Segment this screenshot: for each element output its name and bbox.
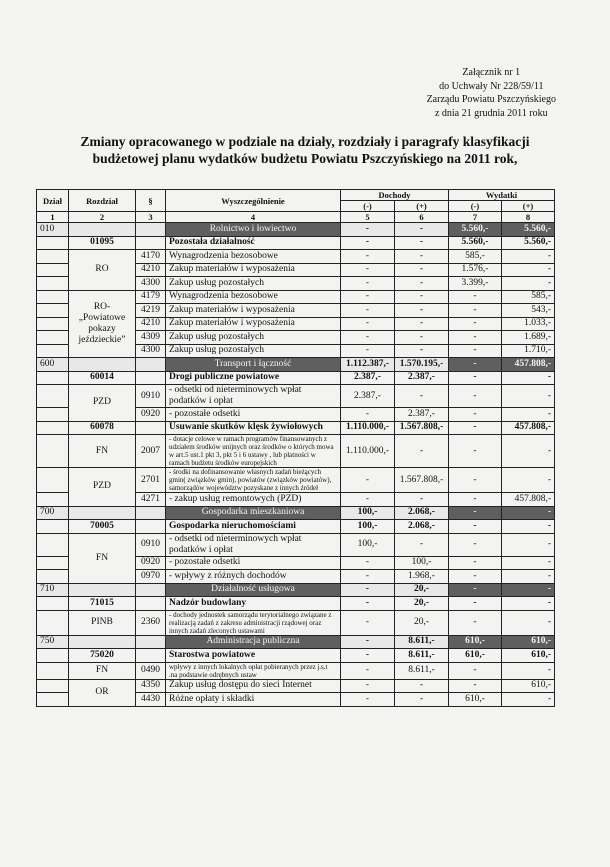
description-cell: Zakup usług pozostałych	[166, 277, 341, 291]
dochody-plus-cell: -	[395, 304, 449, 318]
wydatki-plus-cell: 5.560,-	[502, 236, 555, 250]
wydatki-plus-cell: -	[502, 277, 555, 291]
description-cell: Wynagrodzenia bezosobowe	[166, 290, 341, 304]
dochody-plus-cell: 100,-	[395, 556, 449, 570]
paragraph-cell: 4210	[136, 263, 166, 277]
wydatki-plus-cell: -	[502, 263, 555, 277]
col-dochody-plus: (+)	[395, 201, 449, 212]
wydatki-plus-cell: 457.808,-	[502, 421, 555, 435]
col-wydatki-minus: (-)	[449, 201, 502, 212]
col-number: 7	[449, 212, 502, 223]
wydatki-plus-cell: -	[502, 597, 555, 611]
budget-table	[36, 189, 555, 707]
dochody-plus-cell: -	[395, 277, 449, 291]
dochody-plus-cell: -	[395, 385, 449, 408]
rozdzial-cell: PINB	[69, 610, 136, 635]
wydatki-plus-cell: -	[502, 520, 555, 534]
dochody-minus-cell: -	[341, 583, 395, 597]
dochody-minus-cell: -	[341, 493, 395, 507]
col-wydatki: Wydatki	[449, 190, 555, 201]
dochody-minus-cell: -	[341, 344, 395, 358]
wydatki-plus-cell: -	[502, 610, 555, 635]
rozdzial-cell: RO	[69, 250, 136, 291]
wydatki-plus-cell: 543,-	[502, 304, 555, 318]
wydatki-minus-cell: -	[449, 556, 502, 570]
rozdzial-row	[37, 421, 555, 435]
table-row	[37, 250, 555, 264]
description-cell: Działalność usługowa	[166, 583, 341, 597]
wydatki-plus-cell: -	[502, 468, 555, 493]
dzial-cell	[37, 597, 69, 611]
paragraph-cell: 2007	[136, 435, 166, 468]
description-cell: Zakup materiałów i wyposażenia	[166, 263, 341, 277]
col-rozdzial: Rozdział	[69, 190, 136, 212]
col-wydatki-plus: (+)	[502, 201, 555, 212]
description-cell: - środki na dofinansowanie własnych zadań bieżących gmin( związków gmin), powiatów (związków powiatów), samorządów województw pozyskane z innych źródeł	[166, 468, 341, 493]
dochody-minus-cell: -	[341, 331, 395, 345]
wydatki-minus-cell: -	[449, 583, 502, 597]
wydatki-minus-cell: -	[449, 533, 502, 556]
paragraph-cell	[136, 583, 166, 597]
rozdzial-row	[37, 371, 555, 385]
dzial-cell	[37, 610, 69, 635]
rozdzial-cell	[69, 635, 136, 649]
description-cell: Zakup materiałów i wyposażenia	[166, 317, 341, 331]
wydatki-plus-cell: -	[502, 533, 555, 556]
table-row	[37, 435, 555, 468]
dzial-cell	[37, 493, 69, 507]
wydatki-plus-cell: 457.808,-	[502, 493, 555, 507]
rozdzial-cell: 01095	[69, 236, 136, 250]
dochody-minus-cell: 100,-	[341, 506, 395, 520]
dochody-minus-cell: -	[341, 263, 395, 277]
wydatki-plus-cell: -	[502, 385, 555, 408]
dzial-cell: 700	[37, 506, 69, 520]
dochody-minus-cell: -	[341, 679, 395, 693]
dochody-plus-cell: -	[395, 435, 449, 468]
description-cell: Transport i łączność	[166, 358, 341, 372]
wydatki-plus-cell: 585,-	[502, 290, 555, 304]
dzial-cell	[37, 435, 69, 468]
dochody-plus-cell: 2.387,-	[395, 371, 449, 385]
description-cell: Gospodarka mieszkaniowa	[166, 506, 341, 520]
rozdzial-row	[37, 520, 555, 534]
wydatki-minus-cell: -	[449, 331, 502, 345]
dochody-plus-cell: -	[395, 223, 449, 237]
paragraph-cell	[136, 223, 166, 237]
wydatki-plus-cell: 5.560,-	[502, 223, 555, 237]
col-dzial: Dział	[37, 190, 69, 212]
description-cell: Pozostała działalność	[166, 236, 341, 250]
dochody-plus-cell: 8.611,-	[395, 635, 449, 649]
wydatki-minus-cell: -	[449, 371, 502, 385]
dzial-cell: 010	[37, 223, 69, 237]
dochody-minus-cell: -	[341, 223, 395, 237]
dochody-plus-cell: -	[395, 344, 449, 358]
wydatki-minus-cell: -	[449, 344, 502, 358]
resolution-date: z dnia 21 grudnia 2011 roku	[434, 107, 548, 119]
board-name: Zarządu Powiatu Pszczyńskiego	[426, 94, 556, 105]
dochody-minus-cell: -	[341, 317, 395, 331]
paragraph-cell	[136, 520, 166, 534]
rozdzial-cell: PZD	[69, 385, 136, 422]
rozdzial-cell: RO- „Powiatowe pokazy jeździeckie”	[69, 290, 136, 358]
wydatki-minus-cell: -	[449, 662, 502, 679]
dochody-minus-cell: -	[341, 649, 395, 663]
wydatki-minus-cell: 610,-	[449, 649, 502, 663]
dzial-row	[37, 583, 555, 597]
rozdzial-cell: FN	[69, 533, 136, 583]
dzial-row	[37, 635, 555, 649]
description-cell: Usuwanie skutków klęsk żywiołowych	[166, 421, 341, 435]
dochody-plus-cell: 20,-	[395, 597, 449, 611]
description-cell: - pozostałe odsetki	[166, 556, 341, 570]
dzial-cell	[37, 693, 69, 707]
dochody-minus-cell: -	[341, 662, 395, 679]
dzial-cell	[37, 263, 69, 277]
paragraph-cell	[136, 597, 166, 611]
col-number: 6	[395, 212, 449, 223]
col-number: 8	[502, 212, 555, 223]
rozdzial-row	[37, 597, 555, 611]
dochody-minus-cell: -	[341, 693, 395, 707]
dochody-minus-cell: 1.110.000,-	[341, 435, 395, 468]
rozdzial-cell	[69, 358, 136, 372]
rozdzial-cell: 71015	[69, 597, 136, 611]
description-cell: - wpływy z różnych dochodów	[166, 570, 341, 584]
table-row	[37, 533, 555, 556]
dzial-cell	[37, 290, 69, 304]
dochody-plus-cell: -	[395, 693, 449, 707]
wydatki-minus-cell: -	[449, 520, 502, 534]
dzial-row	[37, 506, 555, 520]
wydatki-plus-cell: -	[502, 408, 555, 422]
wydatki-minus-cell: -	[449, 304, 502, 318]
wydatki-plus-cell: -	[502, 583, 555, 597]
title-line-2: budżetowej planu wydatków budżetu Powiatu Pszczyńskiego na 2011 rok,	[92, 151, 518, 166]
wydatki-plus-cell: 610,-	[502, 635, 555, 649]
description-cell: - odsetki od nieterminowych wpłat podatków i opłat	[166, 385, 341, 408]
dochody-minus-cell: -	[341, 597, 395, 611]
dzial-cell: 750	[37, 635, 69, 649]
dochody-plus-cell: -	[395, 236, 449, 250]
column-numbers-row	[37, 212, 555, 223]
paragraph-cell: 4430	[136, 693, 166, 707]
dzial-cell	[37, 520, 69, 534]
rozdzial-cell: 60078	[69, 421, 136, 435]
dzial-cell	[37, 371, 69, 385]
table-row	[37, 662, 555, 679]
description-cell: Wynagrodzenia bezosobowe	[166, 250, 341, 264]
paragraph-cell: 4210	[136, 317, 166, 331]
dzial-cell	[37, 570, 69, 584]
wydatki-plus-cell: -	[502, 556, 555, 570]
dzial-cell	[37, 679, 69, 693]
dochody-minus-cell: -	[341, 570, 395, 584]
col-wyszczegolnienie: Wyszczególnienie	[166, 190, 341, 212]
wydatki-plus-cell: -	[502, 506, 555, 520]
rozdzial-row	[37, 649, 555, 663]
col-dochody-minus: (-)	[341, 201, 395, 212]
description-cell: Nadzór budowlany	[166, 597, 341, 611]
wydatki-plus-cell: 1.689,-	[502, 331, 555, 345]
dochody-plus-cell: 2.068,-	[395, 506, 449, 520]
dzial-cell	[37, 556, 69, 570]
dochody-plus-cell: 1.567.808,-	[395, 468, 449, 493]
dzial-cell	[37, 421, 69, 435]
description-cell: Zakup usług pozostałych	[166, 344, 341, 358]
col-dochody: Dochody	[341, 190, 449, 201]
wydatki-plus-cell: -	[502, 371, 555, 385]
description-cell: Administracja publiczna	[166, 635, 341, 649]
col-number: 2	[69, 212, 136, 223]
dzial-cell	[37, 277, 69, 291]
paragraph-cell	[136, 421, 166, 435]
wydatki-minus-cell: -	[449, 408, 502, 422]
col-paragraph: §	[136, 190, 166, 212]
rozdzial-cell: PZD	[69, 468, 136, 507]
dochody-minus-cell: 1.110.000,-	[341, 421, 395, 435]
dzial-cell	[37, 304, 69, 318]
header-row-1	[37, 190, 555, 201]
paragraph-cell: 4350	[136, 679, 166, 693]
paragraph-cell: 4300	[136, 344, 166, 358]
description-cell: - odsetki od nieterminowych wpłat podatków i opłat	[166, 533, 341, 556]
dochody-minus-cell: -	[341, 468, 395, 493]
wydatki-minus-cell: -	[449, 506, 502, 520]
description-cell: Zakup usług dostępu do sieci Internet	[166, 679, 341, 693]
paragraph-cell: 0920	[136, 556, 166, 570]
dochody-plus-cell: 8.611,-	[395, 649, 449, 663]
wydatki-minus-cell: -	[449, 570, 502, 584]
description-cell: - zakup usług remontowych (PZD)	[166, 493, 341, 507]
dochody-minus-cell: -	[341, 236, 395, 250]
rozdzial-cell: FN	[69, 435, 136, 468]
rozdzial-row	[37, 236, 555, 250]
col-number: 1	[37, 212, 69, 223]
description-cell: Zakup usług pozostałych	[166, 331, 341, 345]
paragraph-cell: 4219	[136, 304, 166, 318]
wydatki-plus-cell: -	[502, 250, 555, 264]
table-row	[37, 610, 555, 635]
dochody-minus-cell: 2.387,-	[341, 371, 395, 385]
paragraph-cell	[136, 635, 166, 649]
wydatki-minus-cell: -	[449, 468, 502, 493]
description-cell: Rolnictwo i łowiectwo	[166, 223, 341, 237]
rozdzial-cell	[69, 583, 136, 597]
paragraph-cell	[136, 371, 166, 385]
wydatki-plus-cell: 1.710,-	[502, 344, 555, 358]
wydatki-plus-cell: 1.033,-	[502, 317, 555, 331]
dochody-minus-cell: -	[341, 250, 395, 264]
dzial-cell	[37, 331, 69, 345]
description-cell: wpływy z innych lokalnych opłat pobieranych przez j.s.t .na podstawie odrębnych ustaw	[166, 662, 341, 679]
wydatki-minus-cell: -	[449, 317, 502, 331]
paragraph-cell: 4300	[136, 277, 166, 291]
paragraph-cell: 0970	[136, 570, 166, 584]
wydatki-minus-cell: 3.399,-	[449, 277, 502, 291]
paragraph-cell: 2360	[136, 610, 166, 635]
dochody-plus-cell: 2.387,-	[395, 408, 449, 422]
col-number: 5	[341, 212, 395, 223]
dochody-plus-cell: -	[395, 250, 449, 264]
rozdzial-cell: OR	[69, 679, 136, 706]
wydatki-plus-cell: 457.808,-	[502, 358, 555, 372]
description-cell: Różne opłaty i składki	[166, 693, 341, 707]
paragraph-cell	[136, 236, 166, 250]
description-cell: Starostwa powiatowe	[166, 649, 341, 663]
dochody-minus-cell: 100,-	[341, 520, 395, 534]
rozdzial-cell: 70005	[69, 520, 136, 534]
description-cell: - dochody jednostek samorządu terytorialnego związane z realizacją zadań z zakresu administracji rządowej oraz innych zadań zleconych ustawami	[166, 610, 341, 635]
paragraph-cell	[136, 506, 166, 520]
paragraph-cell: 0920	[136, 408, 166, 422]
rozdzial-cell: 60014	[69, 371, 136, 385]
dzial-row	[37, 223, 555, 237]
wydatki-plus-cell: 610,-	[502, 649, 555, 663]
paragraph-cell	[136, 358, 166, 372]
dochody-minus-cell: -	[341, 635, 395, 649]
dzial-cell: 710	[37, 583, 69, 597]
dzial-cell	[37, 468, 69, 493]
dzial-cell: 600	[37, 358, 69, 372]
dochody-minus-cell: 2.387,-	[341, 385, 395, 408]
wydatki-plus-cell: -	[502, 570, 555, 584]
paragraph-cell: 4170	[136, 250, 166, 264]
dochody-plus-cell: -	[395, 263, 449, 277]
dochody-plus-cell: 2.068,-	[395, 520, 449, 534]
paragraph-cell: 2701	[136, 468, 166, 493]
dzial-cell	[37, 649, 69, 663]
dochody-plus-cell: -	[395, 290, 449, 304]
wydatki-minus-cell: -	[449, 435, 502, 468]
title-line-1: Zmiany opracowanego w podziale na działy, rozdziały i paragrafy klasyfikacji	[80, 134, 530, 149]
attachment-header	[427, 66, 556, 120]
dzial-cell	[37, 344, 69, 358]
dochody-plus-cell: 1.567.808,-	[395, 421, 449, 435]
dochody-plus-cell: -	[395, 493, 449, 507]
dochody-plus-cell: 8.611,-	[395, 662, 449, 679]
rozdzial-cell	[69, 506, 136, 520]
wydatki-minus-cell: 5.560,-	[449, 223, 502, 237]
dochody-minus-cell: -	[341, 304, 395, 318]
rozdzial-cell: FN	[69, 662, 136, 679]
dochody-plus-cell: 20,-	[395, 610, 449, 635]
dzial-cell	[37, 533, 69, 556]
resolution-number: do Uchwały Nr 228/59/11	[439, 80, 544, 92]
paragraph-cell: 4179	[136, 290, 166, 304]
wydatki-minus-cell: 5.560,-	[449, 236, 502, 250]
col-number: 3	[136, 212, 166, 223]
dochody-plus-cell: 1.968,-	[395, 570, 449, 584]
dochody-minus-cell: -	[341, 556, 395, 570]
wydatki-minus-cell: -	[449, 679, 502, 693]
document-title	[60, 133, 550, 167]
dochody-minus-cell: -	[341, 277, 395, 291]
paragraph-cell: 4271	[136, 493, 166, 507]
wydatki-minus-cell: 1.576,-	[449, 263, 502, 277]
wydatki-minus-cell: -	[449, 358, 502, 372]
dzial-cell	[37, 236, 69, 250]
wydatki-minus-cell: -	[449, 493, 502, 507]
rozdzial-cell: 75020	[69, 649, 136, 663]
paragraph-cell	[136, 649, 166, 663]
dzial-row	[37, 358, 555, 372]
table-row	[37, 679, 555, 693]
description-cell: Gospodarka nieruchomościami	[166, 520, 341, 534]
wydatki-plus-cell: -	[502, 662, 555, 679]
description-cell: - dotacje celowe w ramach programów finansowanych z udziałem środków unijnych oraz środków o których mowa w art.5 ust.1 pkt 3, pkt 5 i 6 ustawy , lub płatności w ramach budżetu środków europejskich	[166, 435, 341, 468]
table-row	[37, 385, 555, 408]
wydatki-minus-cell: 610,-	[449, 635, 502, 649]
wydatki-minus-cell: 585,-	[449, 250, 502, 264]
wydatki-minus-cell: -	[449, 290, 502, 304]
dochody-plus-cell: -	[395, 679, 449, 693]
description-cell: - pozostałe odsetki	[166, 408, 341, 422]
table-row	[37, 468, 555, 493]
wydatki-minus-cell: -	[449, 597, 502, 611]
dochody-plus-cell: -	[395, 331, 449, 345]
table-row	[37, 290, 555, 304]
dochody-minus-cell: -	[341, 290, 395, 304]
dochody-plus-cell: 20,-	[395, 583, 449, 597]
dochody-minus-cell: -	[341, 408, 395, 422]
dzial-cell	[37, 408, 69, 422]
dzial-cell	[37, 317, 69, 331]
wydatki-minus-cell: -	[449, 385, 502, 408]
dochody-minus-cell: 100,-	[341, 533, 395, 556]
dzial-cell	[37, 385, 69, 408]
dochody-plus-cell: -	[395, 317, 449, 331]
dochody-minus-cell: 1.112.387,-	[341, 358, 395, 372]
col-number: 4	[166, 212, 341, 223]
description-cell: Drogi publiczne powiatowe	[166, 371, 341, 385]
wydatki-plus-cell: -	[502, 693, 555, 707]
dochody-plus-cell: 1.570.195,-	[395, 358, 449, 372]
wydatki-plus-cell: -	[502, 435, 555, 468]
dochody-minus-cell: -	[341, 610, 395, 635]
description-cell: Zakup materiałów i wyposażenia	[166, 304, 341, 318]
paragraph-cell: 0910	[136, 533, 166, 556]
rozdzial-cell	[69, 223, 136, 237]
paragraph-cell: 4309	[136, 331, 166, 345]
paragraph-cell: 0910	[136, 385, 166, 408]
wydatki-minus-cell: -	[449, 421, 502, 435]
attachment-number: Załącznik nr 1	[462, 67, 521, 78]
paragraph-cell: 0490	[136, 662, 166, 679]
dzial-cell	[37, 250, 69, 264]
dzial-cell	[37, 662, 69, 679]
dochody-plus-cell: -	[395, 533, 449, 556]
wydatki-minus-cell: -	[449, 610, 502, 635]
wydatki-minus-cell: 610,-	[449, 693, 502, 707]
wydatki-plus-cell: 610,-	[502, 679, 555, 693]
